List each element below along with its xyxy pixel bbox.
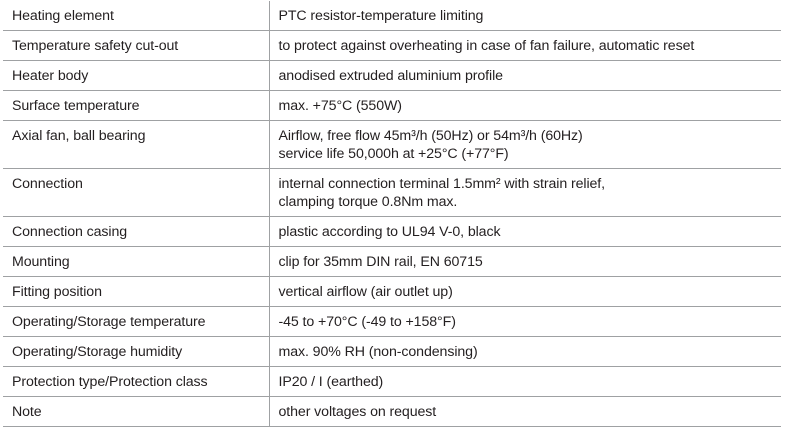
spec-value-line: -45 to +70°C (-49 to +158°F) bbox=[278, 314, 456, 330]
spec-value bbox=[269, 169, 781, 217]
spec-row bbox=[3, 367, 781, 397]
spec-value bbox=[269, 247, 781, 277]
spec-value-line: clip for 35mm DIN rail, EN 60715 bbox=[278, 254, 483, 270]
spec-label: Surface temperature bbox=[3, 91, 269, 121]
spec-label: Operating/Storage temperature bbox=[3, 307, 269, 337]
spec-row bbox=[3, 337, 781, 367]
spec-label: Heating element bbox=[3, 1, 269, 31]
spec-value bbox=[269, 61, 781, 91]
spec-value bbox=[269, 31, 781, 61]
spec-value bbox=[269, 217, 781, 247]
spec-value-line: anodised extruded aluminium profile bbox=[278, 68, 503, 84]
spec-label: Mounting bbox=[3, 247, 269, 277]
spec-row bbox=[3, 397, 781, 427]
spec-row bbox=[3, 91, 781, 121]
spec-value-line: to protect against overheating in case of fan failure, automatic reset bbox=[278, 38, 695, 54]
spec-label: Note bbox=[3, 397, 269, 427]
spec-label: Temperature safety cut-out bbox=[3, 31, 269, 61]
spec-row bbox=[3, 307, 781, 337]
spec-label: Axial fan, ball bearing bbox=[3, 121, 269, 169]
spec-value-line: internal connection terminal 1.5mm² with strain relief, bbox=[278, 176, 605, 192]
spec-value-line: Airflow, free flow 45m³/h (50Hz) or 54m³/h (60Hz) bbox=[278, 128, 583, 144]
spec-value-line: vertical airflow (air outlet up) bbox=[278, 284, 453, 300]
spec-label: Heater body bbox=[3, 61, 269, 91]
spec-row bbox=[3, 61, 781, 91]
spec-row bbox=[3, 247, 781, 277]
spec-value bbox=[269, 337, 781, 367]
spec-value-line: max. 90% RH (non-condensing) bbox=[278, 344, 478, 360]
spec-value-line: other voltages on request bbox=[278, 404, 437, 420]
spec-value bbox=[269, 1, 781, 31]
spec-row bbox=[3, 169, 781, 217]
spec-row bbox=[3, 217, 781, 247]
spec-value bbox=[269, 307, 781, 337]
spec-value-line: max. +75°C (550W) bbox=[278, 98, 402, 114]
spec-value-line: service life 50,000h at +25°C (+77°F) bbox=[278, 146, 509, 162]
spec-value bbox=[269, 397, 781, 427]
spec-row bbox=[3, 1, 781, 31]
spec-label: Connection bbox=[3, 169, 269, 217]
spec-value bbox=[269, 91, 781, 121]
spec-label: Connection casing bbox=[3, 217, 269, 247]
spec-row bbox=[3, 121, 781, 169]
spec-row bbox=[3, 31, 781, 61]
spec-value bbox=[269, 367, 781, 397]
spec-value-line: clamping torque 0.8Nm max. bbox=[278, 194, 458, 210]
spec-label: Fitting position bbox=[3, 277, 269, 307]
spec-label: Protection type/Protection class bbox=[3, 367, 269, 397]
spec-value-line: plastic according to UL94 V-0, black bbox=[278, 224, 501, 240]
spec-row bbox=[3, 277, 781, 307]
specification-table bbox=[3, 1, 781, 427]
spec-value bbox=[269, 277, 781, 307]
spec-value bbox=[269, 121, 781, 169]
spec-value-line: PTC resistor-temperature limiting bbox=[278, 8, 484, 24]
spec-label: Operating/Storage humidity bbox=[3, 337, 269, 367]
spec-value-line: IP20 / I (earthed) bbox=[278, 374, 384, 390]
